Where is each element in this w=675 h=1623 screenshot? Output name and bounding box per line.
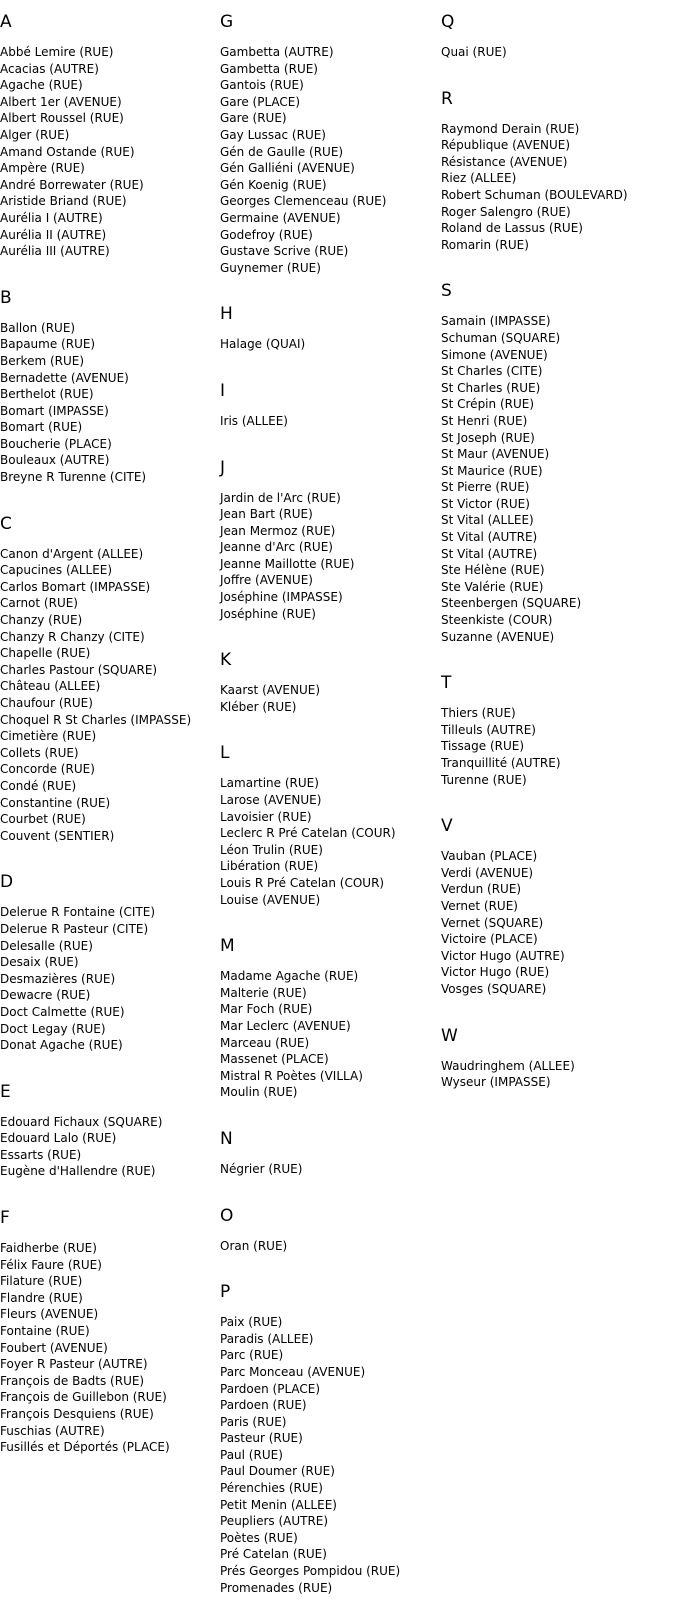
street-list (441, 313, 673, 645)
street-name: Albert Roussel (RUE) (0, 111, 124, 126)
street-list (441, 705, 673, 788)
street-name: St Henri (RUE) (441, 413, 528, 428)
street-name: Cimetière (RUE) (0, 729, 97, 744)
street-list (441, 121, 673, 254)
street-name: Louise (AVENUE) (220, 892, 321, 907)
street-name: Bomart (RUE) (0, 420, 83, 435)
street-name: St Joseph (RUE) (441, 430, 535, 445)
street-name: Gén Koenig (RUE) (220, 177, 327, 192)
street-list (441, 848, 673, 997)
street-name: Carnot (RUE) (0, 596, 78, 611)
street-list (220, 413, 438, 430)
street-list (0, 904, 218, 1053)
street-name: Malterie (RUE) (220, 985, 307, 1000)
section-letter-heading: K (220, 650, 232, 671)
street-name: Godefroy (RUE) (220, 227, 313, 242)
letter-section (0, 871, 218, 1053)
street-name: Vernet (SQUARE) (441, 915, 544, 930)
street-name: Jean Bart (RUE) (220, 507, 313, 522)
street-name: Petit Menin (ALLEE) (220, 1497, 337, 1512)
street-name: St Vital (ALLEE) (441, 513, 534, 528)
street-name: Courbet (RUE) (0, 812, 86, 827)
section-letter-heading: I (220, 380, 226, 401)
street-name: St Vital (AUTRE) (441, 546, 538, 561)
street-name: Roger Salengro (RUE) (441, 204, 571, 219)
street-name: Bouleaux (AUTRE) (0, 453, 110, 468)
letter-section (220, 1205, 438, 1255)
street-name: Tranquillité (AUTRE) (441, 756, 561, 770)
street-name: Steenbergen (SQUARE) (441, 596, 582, 611)
street-name: St Vital (AUTRE) (441, 530, 538, 545)
street-name: Schuman (SQUARE) (441, 330, 561, 345)
street-name: Gambetta (RUE) (220, 61, 318, 76)
street-name: Kaarst (AVENUE) (220, 683, 321, 698)
street-name: St Maurice (RUE) (441, 463, 543, 478)
street-name: Ste Hélène (RUE) (441, 563, 545, 578)
street-name: Gén de Gaulle (RUE) (220, 144, 344, 159)
street-name: Doct Legay (RUE) (0, 1021, 106, 1036)
street-name: François de Badts (RUE) (0, 1373, 145, 1388)
street-name: Foyer R Pasteur (AUTRE) (0, 1357, 148, 1372)
index-column (441, 11, 673, 1118)
street-name: Delesalle (RUE) (0, 938, 93, 953)
street-name: St Pierre (RUE) (441, 480, 530, 495)
street-name: Halage (QUAI) (220, 337, 306, 352)
street-name: Gambetta (AUTRE) (220, 45, 334, 59)
street-name: Waudringhem (ALLEE) (441, 1058, 575, 1073)
street-name: Chanzy R Chanzy (CITE) (0, 629, 145, 644)
street-list (220, 968, 438, 1101)
letter-section (0, 11, 218, 260)
street-name: Bernadette (AVENUE) (0, 370, 129, 385)
street-name: Victor Hugo (RUE) (441, 965, 550, 980)
street-name: Pérenchies (RUE) (220, 1481, 323, 1496)
street-name: Pasteur (RUE) (220, 1431, 303, 1446)
street-list (220, 1314, 438, 1596)
letter-section (0, 1081, 218, 1180)
street-name: Peupliers (AUTRE) (220, 1514, 329, 1529)
street-name: Paradis (ALLEE) (220, 1331, 314, 1346)
street-name: Gantois (RUE) (220, 78, 304, 93)
street-name: Fuschias (AUTRE) (0, 1423, 105, 1438)
street-name: Paul (RUE) (220, 1447, 283, 1462)
letter-section (0, 513, 218, 845)
street-name: Charles Pastour (SQUARE) (0, 662, 158, 677)
street-name: Guynemer (RUE) (220, 260, 321, 275)
street-name: Couvent (SENTIER) (0, 828, 115, 843)
street-name: Louis R Pré Catelan (COUR) (220, 876, 385, 890)
street-name: Mistral R Poètes (VILLA) (220, 1068, 363, 1083)
street-name: Gustave Scrive (RUE) (220, 244, 349, 259)
street-name: Verdi (AVENUE) (441, 865, 534, 880)
street-name: Négrier (RUE) (220, 1161, 303, 1176)
street-name: Paix (RUE) (220, 1315, 283, 1330)
letter-section (441, 1025, 673, 1091)
street-name: Pardoen (PLACE) (220, 1381, 321, 1396)
street-name: Edouard Fichaux (SQUARE) (0, 1114, 163, 1129)
street-name: Parc (RUE) (220, 1348, 284, 1363)
street-name: Filature (RUE) (0, 1274, 83, 1289)
street-name: Quai (RUE) (441, 45, 507, 59)
street-name: Bomart (IMPASSE) (0, 403, 109, 418)
section-letter-heading: A (0, 12, 12, 32)
street-name: François Desquiens (RUE) (0, 1407, 154, 1421)
letter-section (441, 280, 673, 645)
street-name: Agache (RUE) (0, 78, 83, 93)
letter-section (441, 11, 673, 61)
street-name: Capucines (ALLEE) (0, 563, 113, 578)
street-name: Joffre (AVENUE) (220, 573, 313, 588)
street-name: Parc Monceau (AVENUE) (220, 1364, 366, 1379)
street-name: Résistance (AVENUE) (441, 154, 568, 169)
street-name: Edouard Lalo (RUE) (0, 1131, 117, 1146)
street-name: Massenet (PLACE) (220, 1052, 329, 1067)
street-name: Iris (ALLEE) (220, 413, 288, 428)
street-name: Riez (ALLEE) (441, 171, 517, 186)
street-name: Foubert (AVENUE) (0, 1340, 108, 1355)
street-name: Turenne (RUE) (441, 772, 527, 787)
street-name: St Charles (RUE) (441, 380, 541, 395)
section-letter-heading: P (220, 1282, 231, 1303)
street-name: Larose (AVENUE) (220, 793, 322, 808)
street-list (220, 336, 438, 353)
street-name: Essarts (RUE) (0, 1147, 82, 1162)
street-name: Desaix (RUE) (0, 955, 79, 970)
section-letter-heading: H (220, 304, 233, 325)
street-name: Ampère (RUE) (0, 161, 85, 176)
street-list (220, 44, 438, 276)
index-column (220, 11, 438, 1623)
street-name: Steenkiste (COUR) (441, 613, 553, 628)
street-name: Ste Valérie (RUE) (441, 579, 544, 594)
street-name: Joséphine (RUE) (220, 606, 316, 621)
street-name: Verdun (RUE) (441, 882, 522, 897)
section-letter-heading: M (220, 936, 235, 957)
street-name: Jeanne Maillotte (RUE) (220, 556, 355, 571)
street-name: François de Guillebon (RUE) (0, 1390, 167, 1405)
letter-section (220, 742, 438, 908)
street-name: Breyne R Turenne (CITE) (0, 470, 147, 485)
street-name: Leclerc R Pré Catelan (COUR) (220, 826, 396, 841)
street-name: Oran (RUE) (220, 1238, 288, 1253)
street-list (220, 775, 438, 908)
section-letter-heading: W (441, 1025, 458, 1046)
street-name: Delerue R Pasteur (CITE) (0, 921, 149, 936)
street-name: Acacias (AUTRE) (0, 61, 99, 76)
street-name: Abbé Lemire (RUE) (0, 45, 114, 59)
street-name: Delerue R Fontaine (CITE) (0, 905, 156, 920)
letter-section (441, 672, 673, 788)
section-letter-heading: N (220, 1128, 233, 1149)
street-name: Jardin de l'Arc (RUE) (220, 490, 341, 505)
street-name: Victor Hugo (AUTRE) (441, 948, 565, 963)
street-name: Germaine (AVENUE) (220, 210, 341, 225)
letter-section (441, 88, 673, 254)
street-name: République (AVENUE) (441, 138, 571, 153)
street-name: St Victor (RUE) (441, 496, 530, 511)
street-name: Berkem (RUE) (0, 353, 85, 368)
street-name: Gay Lussac (RUE) (220, 127, 326, 142)
street-name: Lamartine (RUE) (220, 776, 319, 791)
street-name: Thiers (RUE) (441, 706, 516, 721)
street-name: Canon d'Argent (ALLEE) (0, 546, 144, 561)
section-letter-heading: C (0, 513, 12, 534)
street-name: Promenades (RUE) (220, 1580, 333, 1595)
section-letter-heading: V (441, 816, 453, 837)
street-name: Ballon (RUE) (0, 320, 76, 335)
street-name: Moulin (RUE) (220, 1085, 298, 1100)
street-name: Victoire (PLACE) (441, 932, 538, 947)
letter-section (0, 1207, 218, 1456)
street-name: Fontaine (RUE) (0, 1324, 90, 1339)
street-name: Kléber (RUE) (220, 699, 297, 714)
section-letter-heading: B (0, 287, 12, 308)
street-name: Pardoen (RUE) (220, 1398, 307, 1413)
street-name: St Maur (AVENUE) (441, 447, 550, 462)
street-name: Vernet (RUE) (441, 898, 518, 913)
street-list (441, 44, 673, 61)
street-name: Alger (RUE) (0, 127, 70, 142)
street-name: Aurélia III (AUTRE) (0, 244, 110, 259)
section-letter-heading: T (441, 673, 452, 694)
street-name: Félix Faure (RUE) (0, 1257, 102, 1272)
street-name: Samain (IMPASSE) (441, 314, 551, 329)
section-letter-heading: E (0, 1081, 11, 1102)
street-name: Georges Clemenceau (RUE) (220, 194, 387, 209)
street-name: Flandre (RUE) (0, 1290, 83, 1305)
letter-section (220, 303, 438, 353)
street-name: Vauban (PLACE) (441, 849, 538, 864)
letter-section (220, 380, 438, 430)
street-name: Chaufour (RUE) (0, 696, 93, 710)
street-name: St Crépin (RUE) (441, 397, 535, 412)
street-list (0, 320, 218, 486)
street-name: Roland de Lassus (RUE) (441, 221, 583, 236)
street-name: Joséphine (IMPASSE) (220, 590, 343, 605)
section-letter-heading: D (0, 872, 14, 893)
street-name: Faidherbe (RUE) (0, 1241, 97, 1256)
street-name: Condé (RUE) (0, 778, 77, 793)
street-name: Doct Calmette (RUE) (0, 1004, 125, 1019)
street-name: Aristide Briand (RUE) (0, 194, 127, 209)
street-name: Jean Mermoz (RUE) (220, 523, 336, 538)
street-name: Mar Leclerc (AVENUE) (220, 1018, 351, 1033)
street-name: Wyseur (IMPASSE) (441, 1075, 551, 1090)
street-name: Choquel R St Charles (IMPASSE) (0, 712, 192, 727)
section-letter-heading: Q (441, 12, 455, 32)
letter-section (220, 1128, 438, 1178)
street-list (220, 1238, 438, 1255)
street-name: Lavoisier (RUE) (220, 809, 312, 824)
street-list (441, 1058, 673, 1091)
street-name: Pré Catelan (RUE) (220, 1547, 327, 1562)
street-name: Paris (RUE) (220, 1414, 287, 1429)
street-list (0, 546, 218, 845)
street-name: Gare (RUE) (220, 111, 287, 126)
letter-section (220, 457, 438, 623)
section-letter-heading: O (220, 1205, 234, 1226)
letter-section (220, 11, 438, 276)
index-column (0, 11, 218, 1483)
street-name: Mar Foch (RUE) (220, 1002, 313, 1017)
street-name: Jeanne d'Arc (RUE) (220, 540, 333, 555)
street-list (0, 1114, 218, 1180)
section-letter-heading: L (220, 743, 230, 764)
street-name: Dewacre (RUE) (0, 988, 91, 1003)
street-name: Concorde (RUE) (0, 762, 95, 777)
street-name: Berthelot (RUE) (0, 387, 94, 402)
street-list (220, 682, 438, 715)
street-name: Suzanne (AVENUE) (441, 629, 555, 644)
street-name: Collets (RUE) (0, 745, 79, 760)
street-name: Aurélia II (AUTRE) (0, 227, 107, 242)
section-letter-heading: S (441, 281, 452, 302)
street-name: Vosges (SQUARE) (441, 981, 547, 996)
street-list (0, 1240, 218, 1456)
street-name: Libération (RUE) (220, 859, 319, 874)
street-list (220, 490, 438, 623)
street-name: Desmazières (RUE) (0, 971, 116, 986)
street-name: Boucherie (PLACE) (0, 436, 112, 451)
street-name: St Charles (CITE) (441, 364, 543, 379)
street-name: Chanzy (RUE) (0, 613, 83, 628)
street-name: Raymond Derain (RUE) (441, 121, 580, 136)
street-name: Bapaume (RUE) (0, 337, 96, 352)
street-name: Château (ALLEE) (0, 679, 101, 694)
street-name: Marceau (RUE) (220, 1035, 310, 1050)
street-name: Amand Ostande (RUE) (0, 144, 135, 159)
street-name: Robert Schuman (BOULEVARD) (441, 187, 628, 202)
street-list (220, 1161, 438, 1178)
letter-section (220, 649, 438, 715)
street-name: Poètes (RUE) (220, 1530, 298, 1545)
street-name: Gare (PLACE) (220, 94, 301, 109)
street-list (0, 44, 218, 260)
street-name: Eugène d'Hallendre (RUE) (0, 1164, 156, 1179)
street-name: Prés Georges Pompidou (RUE) (220, 1564, 401, 1579)
street-name: Albert 1er (AVENUE) (0, 94, 122, 109)
section-letter-heading: F (0, 1208, 10, 1229)
street-name: Léon Trulin (RUE) (220, 842, 323, 857)
section-letter-heading: R (441, 88, 453, 109)
letter-section (220, 935, 438, 1101)
street-name: Fusillés et Déportés (PLACE) (0, 1440, 170, 1455)
letter-section (220, 1281, 438, 1596)
street-name: Carlos Bomart (IMPASSE) (0, 579, 151, 594)
section-letter-heading: G (220, 12, 234, 32)
street-name: Gén Galliéni (AVENUE) (220, 161, 355, 176)
street-name: Chapelle (RUE) (0, 646, 91, 661)
section-letter-heading: J (220, 457, 226, 478)
street-name: Madame Agache (RUE) (220, 969, 359, 984)
street-name: Tissage (RUE) (441, 739, 525, 754)
street-name: Romarin (RUE) (441, 237, 529, 252)
street-name: André Borrewater (RUE) (0, 177, 144, 192)
street-name: Aurélia I (AUTRE) (0, 210, 103, 225)
street-name: Donat Agache (RUE) (0, 1038, 123, 1053)
street-name: Simone (AVENUE) (441, 347, 548, 362)
street-name: Constantine (RUE) (0, 795, 111, 810)
street-name: Paul Doumer (RUE) (220, 1464, 335, 1479)
letter-section (441, 815, 673, 997)
letter-section (0, 287, 218, 486)
street-name: Fleurs (AVENUE) (0, 1307, 99, 1322)
street-name: Tilleuls (AUTRE) (441, 722, 536, 737)
